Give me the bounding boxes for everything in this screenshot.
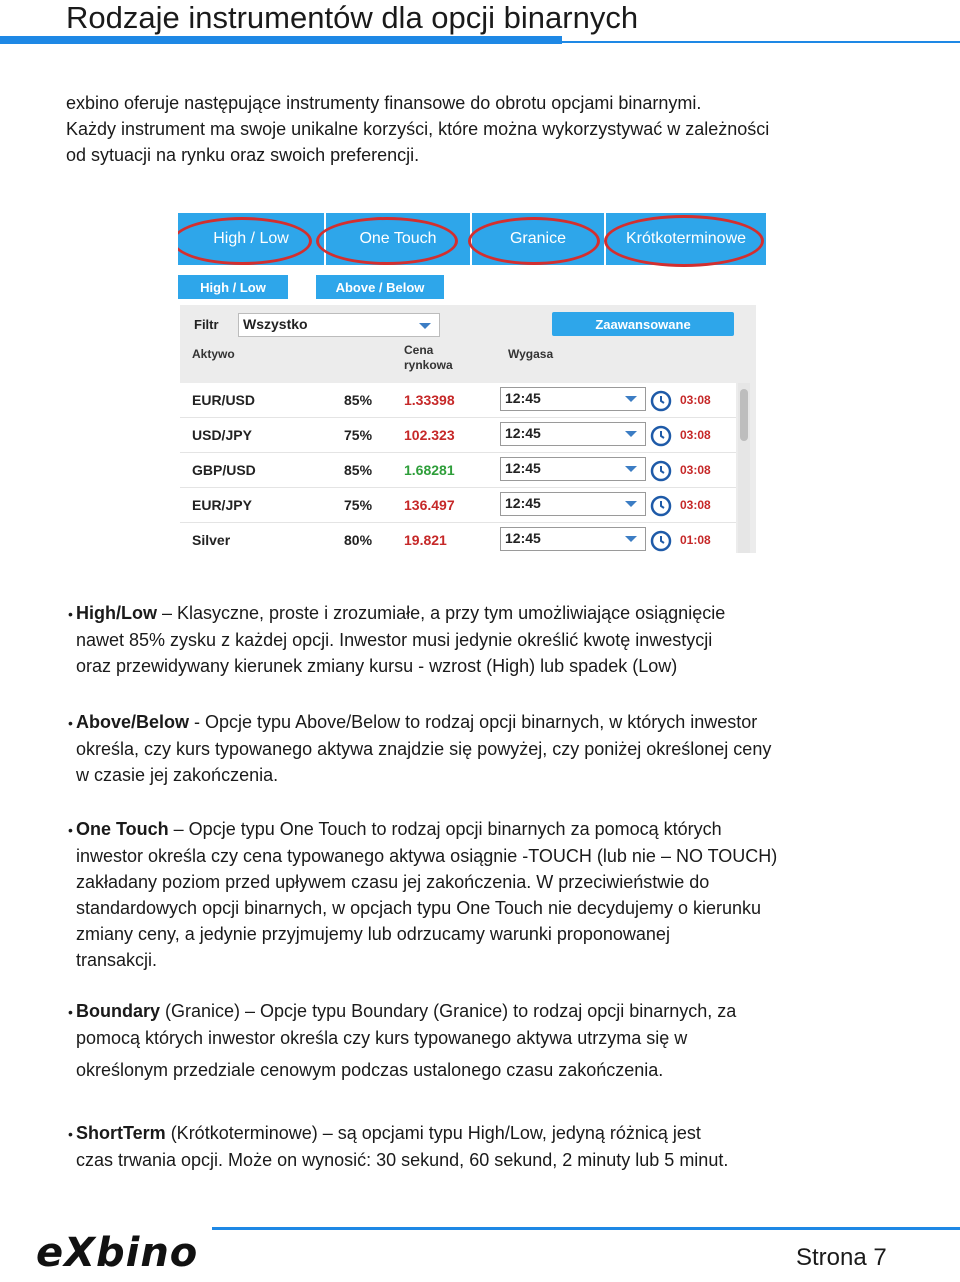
bullet-line: zmiany ceny, a jedynie przyjmujemy lub odrzucamy warunki proponowanej (76, 924, 670, 945)
payout-percent: 80% (344, 532, 373, 548)
bullet-line (68, 1120, 848, 1147)
bullet-line: określonym przedziale cenowym podczas ustalonego czasu zakończenia. (76, 1060, 664, 1081)
bullet-one-touch (68, 816, 848, 973)
bullet-line: czas trwania opcji. Może on wynosić: 30 sekund, 60 sekund, 2 minuty lub 5 minut. (76, 1150, 729, 1171)
countdown: 03:08 (680, 428, 711, 442)
chevron-down-icon (625, 431, 637, 437)
table-row[interactable] (180, 383, 736, 418)
title-underline (0, 36, 562, 44)
subtab-above-below[interactable]: Above / Below (316, 275, 444, 299)
asset-name: USD/JPY (192, 427, 252, 443)
logo-wordmark: eXbino (36, 1230, 199, 1276)
bullet-dot: • (68, 606, 73, 623)
page-number: Strona 7 (796, 1244, 887, 1271)
expiry-value: 12:45 (505, 460, 541, 476)
bullet-text: (Granice) – Opcje typu Boundary (Granice) to rodzaj opcji binarnych, za (160, 1001, 737, 1021)
chevron-down-icon (625, 536, 637, 542)
scrollbar-thumb[interactable] (740, 389, 748, 441)
filter-select-value: Wszystko (243, 316, 308, 332)
bullet-line: inwestor określa czy cena typowanego aktywa osiągnie -TOUCH (lub nie – NO TOUCH) (76, 846, 778, 867)
clock-icon (650, 425, 672, 447)
payout-percent: 75% (344, 497, 373, 513)
exbino-logo (36, 1226, 216, 1282)
expiry-value: 12:45 (505, 530, 541, 546)
bullet-text: – Klasyczne, proste i zrozumiałe, a przy tym umożliwiające osiągnięcie (156, 603, 726, 623)
bullet-term: Boundary (76, 1001, 161, 1021)
bullet-line: oraz przewidywany kierunek zmiany kursu - wzrost (High) lub spadek (Low) (76, 656, 678, 677)
clock-icon (650, 390, 672, 412)
bullet-term: Above/Below (76, 712, 190, 732)
bullet-line: określa, czy kurs typowanego aktywa znajdzie się powyżej, czy poniżej określonej ceny (76, 739, 772, 760)
chevron-down-icon (625, 396, 637, 402)
bullet-text: – Opcje typu One Touch to rodzaj opcji binarnych za pomocą których (168, 819, 722, 839)
bullet-high-low (68, 600, 848, 679)
payout-percent: 85% (344, 392, 373, 408)
bullet-text: - Opcje typu Above/Below to rodzaj opcji binarnych, w których inwestor (189, 712, 758, 732)
filter-select[interactable] (238, 313, 440, 337)
bullet-dot: • (68, 822, 73, 839)
bullet-term: One Touch (76, 819, 169, 839)
table-row[interactable] (180, 453, 736, 488)
clock-icon (650, 530, 672, 552)
expiry-select[interactable] (500, 457, 646, 481)
countdown: 01:08 (680, 533, 711, 547)
bullet-line: w czasie jej zakończenia. (76, 765, 279, 786)
asset-table (180, 383, 736, 553)
footer-rule (212, 1227, 960, 1230)
platform-screenshot (178, 213, 766, 553)
expiry-value: 12:45 (505, 390, 541, 406)
countdown: 03:08 (680, 463, 711, 477)
bullet-line: pomocą których inwestor określa czy kurs typowanego aktywa utrzyma się w (76, 1028, 688, 1049)
bullet-line (68, 709, 848, 736)
asset-name: EUR/JPY (192, 497, 252, 513)
filter-label: Filtr (194, 317, 219, 332)
tab-high-low[interactable]: High / Low (213, 230, 289, 247)
title-underline-thin (562, 41, 960, 43)
bullet-term: High/Low (76, 603, 157, 623)
chevron-down-icon (419, 323, 431, 329)
clock-icon (650, 495, 672, 517)
bullet-line: standardowych opcji binarnych, w opcjach typu One Touch nie decydujemy o kierunku (76, 898, 762, 919)
bullet-line (68, 600, 848, 627)
expiry-value: 12:45 (505, 495, 541, 511)
market-price: 1.33398 (404, 392, 455, 408)
countdown: 03:08 (680, 393, 711, 407)
column-header-asset: Aktywo (192, 347, 235, 361)
table-row[interactable] (180, 488, 736, 523)
column-header-price (404, 343, 453, 373)
bullet-dot: • (68, 1126, 73, 1143)
intro-paragraph (66, 90, 866, 168)
bullet-dot: • (68, 1004, 73, 1021)
bullet-boundary (68, 998, 848, 1083)
bullet-term: ShortTerm (76, 1123, 166, 1143)
table-row[interactable] (180, 523, 736, 553)
market-price: 1.68281 (404, 462, 455, 478)
bullet-line (68, 816, 848, 843)
payout-percent: 85% (344, 462, 373, 478)
clock-icon (650, 460, 672, 482)
expiry-select[interactable] (500, 492, 646, 516)
tab-one-touch[interactable]: One Touch (359, 230, 437, 247)
advanced-button[interactable]: Zaawansowane (552, 312, 734, 336)
red-circle-annotation (604, 215, 764, 267)
tab-granice[interactable]: Granice (509, 230, 567, 247)
market-price: 136.497 (404, 497, 455, 513)
column-header-price-line: Cena (404, 343, 434, 357)
column-header-price-line: rynkowa (404, 358, 453, 372)
bullet-short-term (68, 1120, 848, 1173)
red-circle-annotation (178, 217, 312, 265)
bullet-dot: • (68, 715, 73, 732)
bullet-line (68, 998, 848, 1025)
tab-krotkoterminowe[interactable]: Krótkoterminowe (625, 230, 747, 247)
table-row[interactable] (180, 418, 736, 453)
chevron-down-icon (625, 466, 637, 472)
chevron-down-icon (625, 501, 637, 507)
expiry-value: 12:45 (505, 425, 541, 441)
expiry-select[interactable] (500, 422, 646, 446)
expiry-select[interactable] (500, 527, 646, 551)
bullet-line: transakcji. (76, 950, 158, 971)
bullet-above-below (68, 709, 848, 788)
intro-line: exbino oferuje następujące instrumenty finansowe do obrotu opcjami binarnymi. (66, 93, 702, 113)
market-price: 19.821 (404, 532, 447, 548)
bullet-text: (Krótkoterminowe) – są opcjami typu High/Low, jedyną różnicą jest (165, 1123, 701, 1143)
column-header-expiry: Wygasa (508, 347, 554, 361)
payout-percent: 75% (344, 427, 373, 443)
bullet-line: zakładany poziom przed upływem czasu jej zakończenia. W przeciwieństwie do (76, 872, 710, 893)
expiry-select[interactable] (500, 387, 646, 411)
intro-line: Każdy instrument ma swoje unikalne korzyści, które można wykorzystywać w zależności (66, 119, 770, 139)
red-circle-annotation (316, 217, 458, 265)
intro-line: od sytuacji na rynku oraz swoich preferencji. (66, 145, 420, 165)
asset-name: Silver (192, 532, 231, 548)
page-title: Rodzaje instrumentów dla opcji binarnych (66, 0, 639, 35)
asset-name: GBP/USD (192, 462, 256, 478)
red-circle-annotation (468, 217, 600, 265)
market-price: 102.323 (404, 427, 455, 443)
bullet-line: nawet 85% zysku z każdej opcji. Inwestor musi jedynie określić kwotę inwestycji (76, 630, 713, 651)
asset-name: EUR/USD (192, 392, 256, 408)
countdown: 03:08 (680, 498, 711, 512)
subtab-high-low[interactable]: High / Low (178, 275, 288, 299)
